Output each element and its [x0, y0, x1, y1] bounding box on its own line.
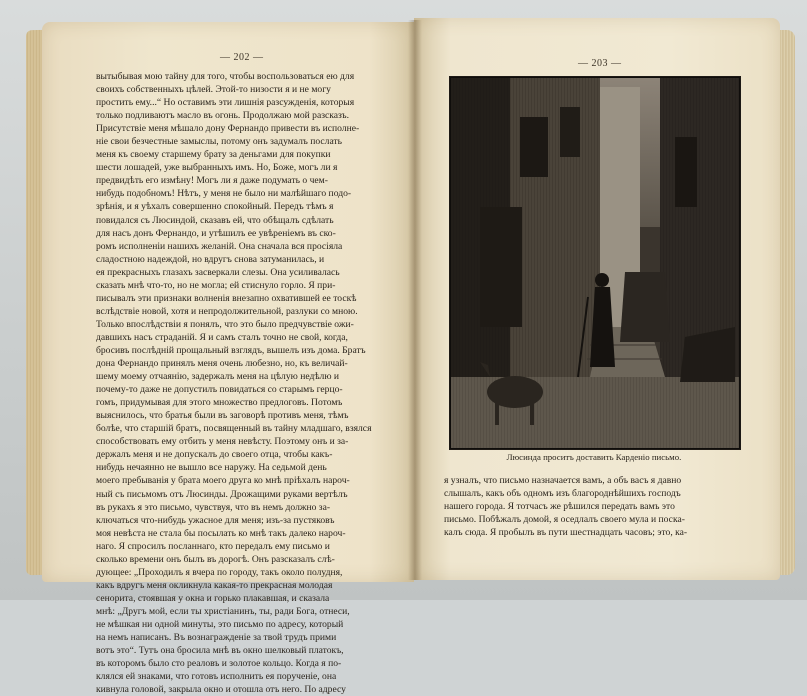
text-line: шему моему отчаянію, задержалъ меня на цѣлую недѣлю и: [96, 371, 340, 383]
text-line: мнѣ: „Другъ мой, если ты христіанинъ, ты, ради Бога, отнеси,: [96, 605, 350, 617]
text-line: нашего города. Я тотчасъ же рѣшился передать вамъ это: [444, 501, 675, 513]
text-line: сказать мнѣ что-то, но не могла; ей стиснуло горло. Я при-: [96, 279, 336, 291]
text-line: въ которомъ было сто реаловъ и золотое кольцо. Когда я по-: [96, 658, 342, 670]
text-line: почему-то даже не допустилъ повидаться со старымъ герцо-: [96, 384, 343, 396]
text-line: моя невѣста не стала бы посылать ко мнѣ такъ далеко нароч-: [96, 527, 346, 539]
text-line: шести лошадей, уже выбранныхъ имъ. Но, Боже, могъ ли я: [96, 162, 338, 174]
text-line: клялся ей знаками, что готовъ исполнить ея порученіе, она: [96, 671, 337, 683]
text-line: вытыбывая мою тайну для того, чтобы воспользоваться ею для: [96, 71, 355, 82]
text-line: гомъ, придумывая для этого множество предлоговъ. Потомъ: [96, 397, 343, 409]
text-line: ея прекрасныхъ глазахъ засверкали слезы. Она усиливалась: [96, 266, 340, 278]
text-line: предвидѣть его измѣну! Могъ ли я даже подумать о чем-: [96, 175, 328, 187]
right-page-text: [444, 474, 744, 539]
text-line: способствовать ему отбить у меня невѣсту. Поэтому онъ и за-: [96, 436, 349, 448]
text-line: выяснилось, что братья были въ заговорѣ противъ меня, тѣмъ: [96, 410, 349, 422]
engraving-illustration: [449, 76, 741, 450]
text-line: болѣе, что старшій братъ, посвященный въ тайну младшаго, взялся: [96, 423, 372, 435]
text-line: ный съ письмомъ отъ Люсинды. Дрожащими руками вертѣлъ: [96, 488, 348, 500]
text-line: Присутствіе меня мѣшало дону Фернандо привести въ исполне-: [96, 123, 360, 135]
text-line: сладостною надеждой, но вдругъ снова затуманилась, и: [96, 253, 325, 265]
text-line: калъ сюда. Я пробылъ въ пути шестнадцать часовъ; это, ка-: [444, 527, 688, 539]
text-line: повидался съ Люсиндой, сказавъ ей, что обѣщалъ сдѣлать: [96, 214, 334, 226]
text-line: бросивъ послѣдній прощальный взглядъ, вышелъ изъ дома. Братъ: [96, 344, 366, 356]
text-line: простить ему...“ Но оставимъ эти лишнія разсужденія, которыя: [96, 97, 355, 109]
text-line: какъ вдругъ меня окликнула какая-то прекрасная молодая: [96, 579, 333, 591]
text-line: сенорита, стоявшая у окна и горько плакавшая, и сказала: [96, 592, 330, 604]
text-line: слышалъ, какъ объ одномъ изъ благороднѣйшихъ господъ: [444, 488, 681, 500]
engraving-street-scene: [450, 77, 740, 449]
text-line: моего пребыванія у брата моего друга ко мнѣ пріѣхалъ нароч-: [96, 475, 350, 487]
illustration-caption: Люсинда проситъ доставить Карденіо письмо.: [506, 452, 682, 462]
text-line: Только впослѣдствіи я понялъ, что это было предчувствіе ожи-: [96, 318, 354, 330]
text-line: я узналъ, что письмо назначается вамъ, а объ васъ я давно: [444, 475, 682, 486]
text-line: своихъ собственныхъ цѣлей. Этой-то низости я и не могу: [96, 84, 331, 96]
text-line: не мѣшкая ни одной минуты, это письмо по адресу, который: [96, 618, 344, 630]
text-line: вслѣдствіе новой, хотя и непродолжительной, разлуки со мною.: [96, 305, 358, 317]
text-line: дона Фернандо принялъ меня очень любезно, но, къ величай-: [96, 358, 348, 370]
text-line: ромъ исполненіи нашихъ желаній. Она сначала вся просіяла: [96, 240, 343, 252]
text-line: наго. Я спросилъ посланнаго, кто передалъ ему письмо и: [96, 540, 330, 552]
text-line: письмо. Побѣжалъ домой, я оседлалъ своего мула и поска-: [444, 514, 685, 526]
text-line: вотъ это“. Тутъ она бросила мнѣ въ окно шелковый платокъ,: [96, 645, 344, 657]
text-line: ключаться что-нибудь ужасное для меня; изъ-за пустяковъ: [96, 514, 335, 526]
left-page-text: [96, 70, 404, 696]
text-line: держалъ меня и не допускалъ до своего отца, чтобы какъ-: [96, 449, 333, 461]
right-page-number: — 203 —: [578, 58, 622, 69]
text-line: ніе свои безчестные замыслы, потому онъ задумалъ послать: [96, 136, 343, 148]
text-line: для насъ донъ Фернандо, и утѣшилъ ее увѣреніемъ въ ско-: [96, 227, 336, 239]
text-line: нибудь подобномъ! Нѣтъ, у меня не было ни малѣйшаго подо-: [96, 188, 352, 200]
text-line: давшихъ насъ страданій. Я и самъ сталъ точно не свой, когда,: [96, 331, 348, 343]
text-line: дующее: „Проходилъ я вчера по городу, такъ около полудня,: [96, 566, 343, 578]
text-line: только подливаютъ масло въ огонь. Продолжаю мой разсказъ.: [96, 110, 350, 122]
book-gutter: [408, 20, 422, 580]
text-line: нибудь нечаянно не вышло все наружу. На седьмой день: [96, 462, 327, 474]
left-page-number: — 202 —: [220, 52, 264, 63]
text-line: на немъ написанъ. Въ вознагражденіе за твой трудъ прими: [96, 632, 337, 644]
text-line: кивнула головой, закрыла окно и отошла отъ него. По адресу: [96, 684, 346, 696]
text-line: меня къ своему старшему брату за деньгами для покупки: [96, 149, 331, 161]
text-line: сколько времени онъ былъ въ дорогѣ. Онъ разсказалъ слѣ-: [96, 553, 335, 565]
text-line: зрѣнія, и я уѣхалъ совершенно спокойный. Передъ тѣмъ я: [96, 201, 334, 213]
text-line: въ рукахъ я это письмо, чувствуя, что въ немъ должно за-: [96, 501, 331, 513]
text-line: писывалъ эти признаки волненія внезапно охватившей ее тоскѣ: [96, 292, 357, 304]
